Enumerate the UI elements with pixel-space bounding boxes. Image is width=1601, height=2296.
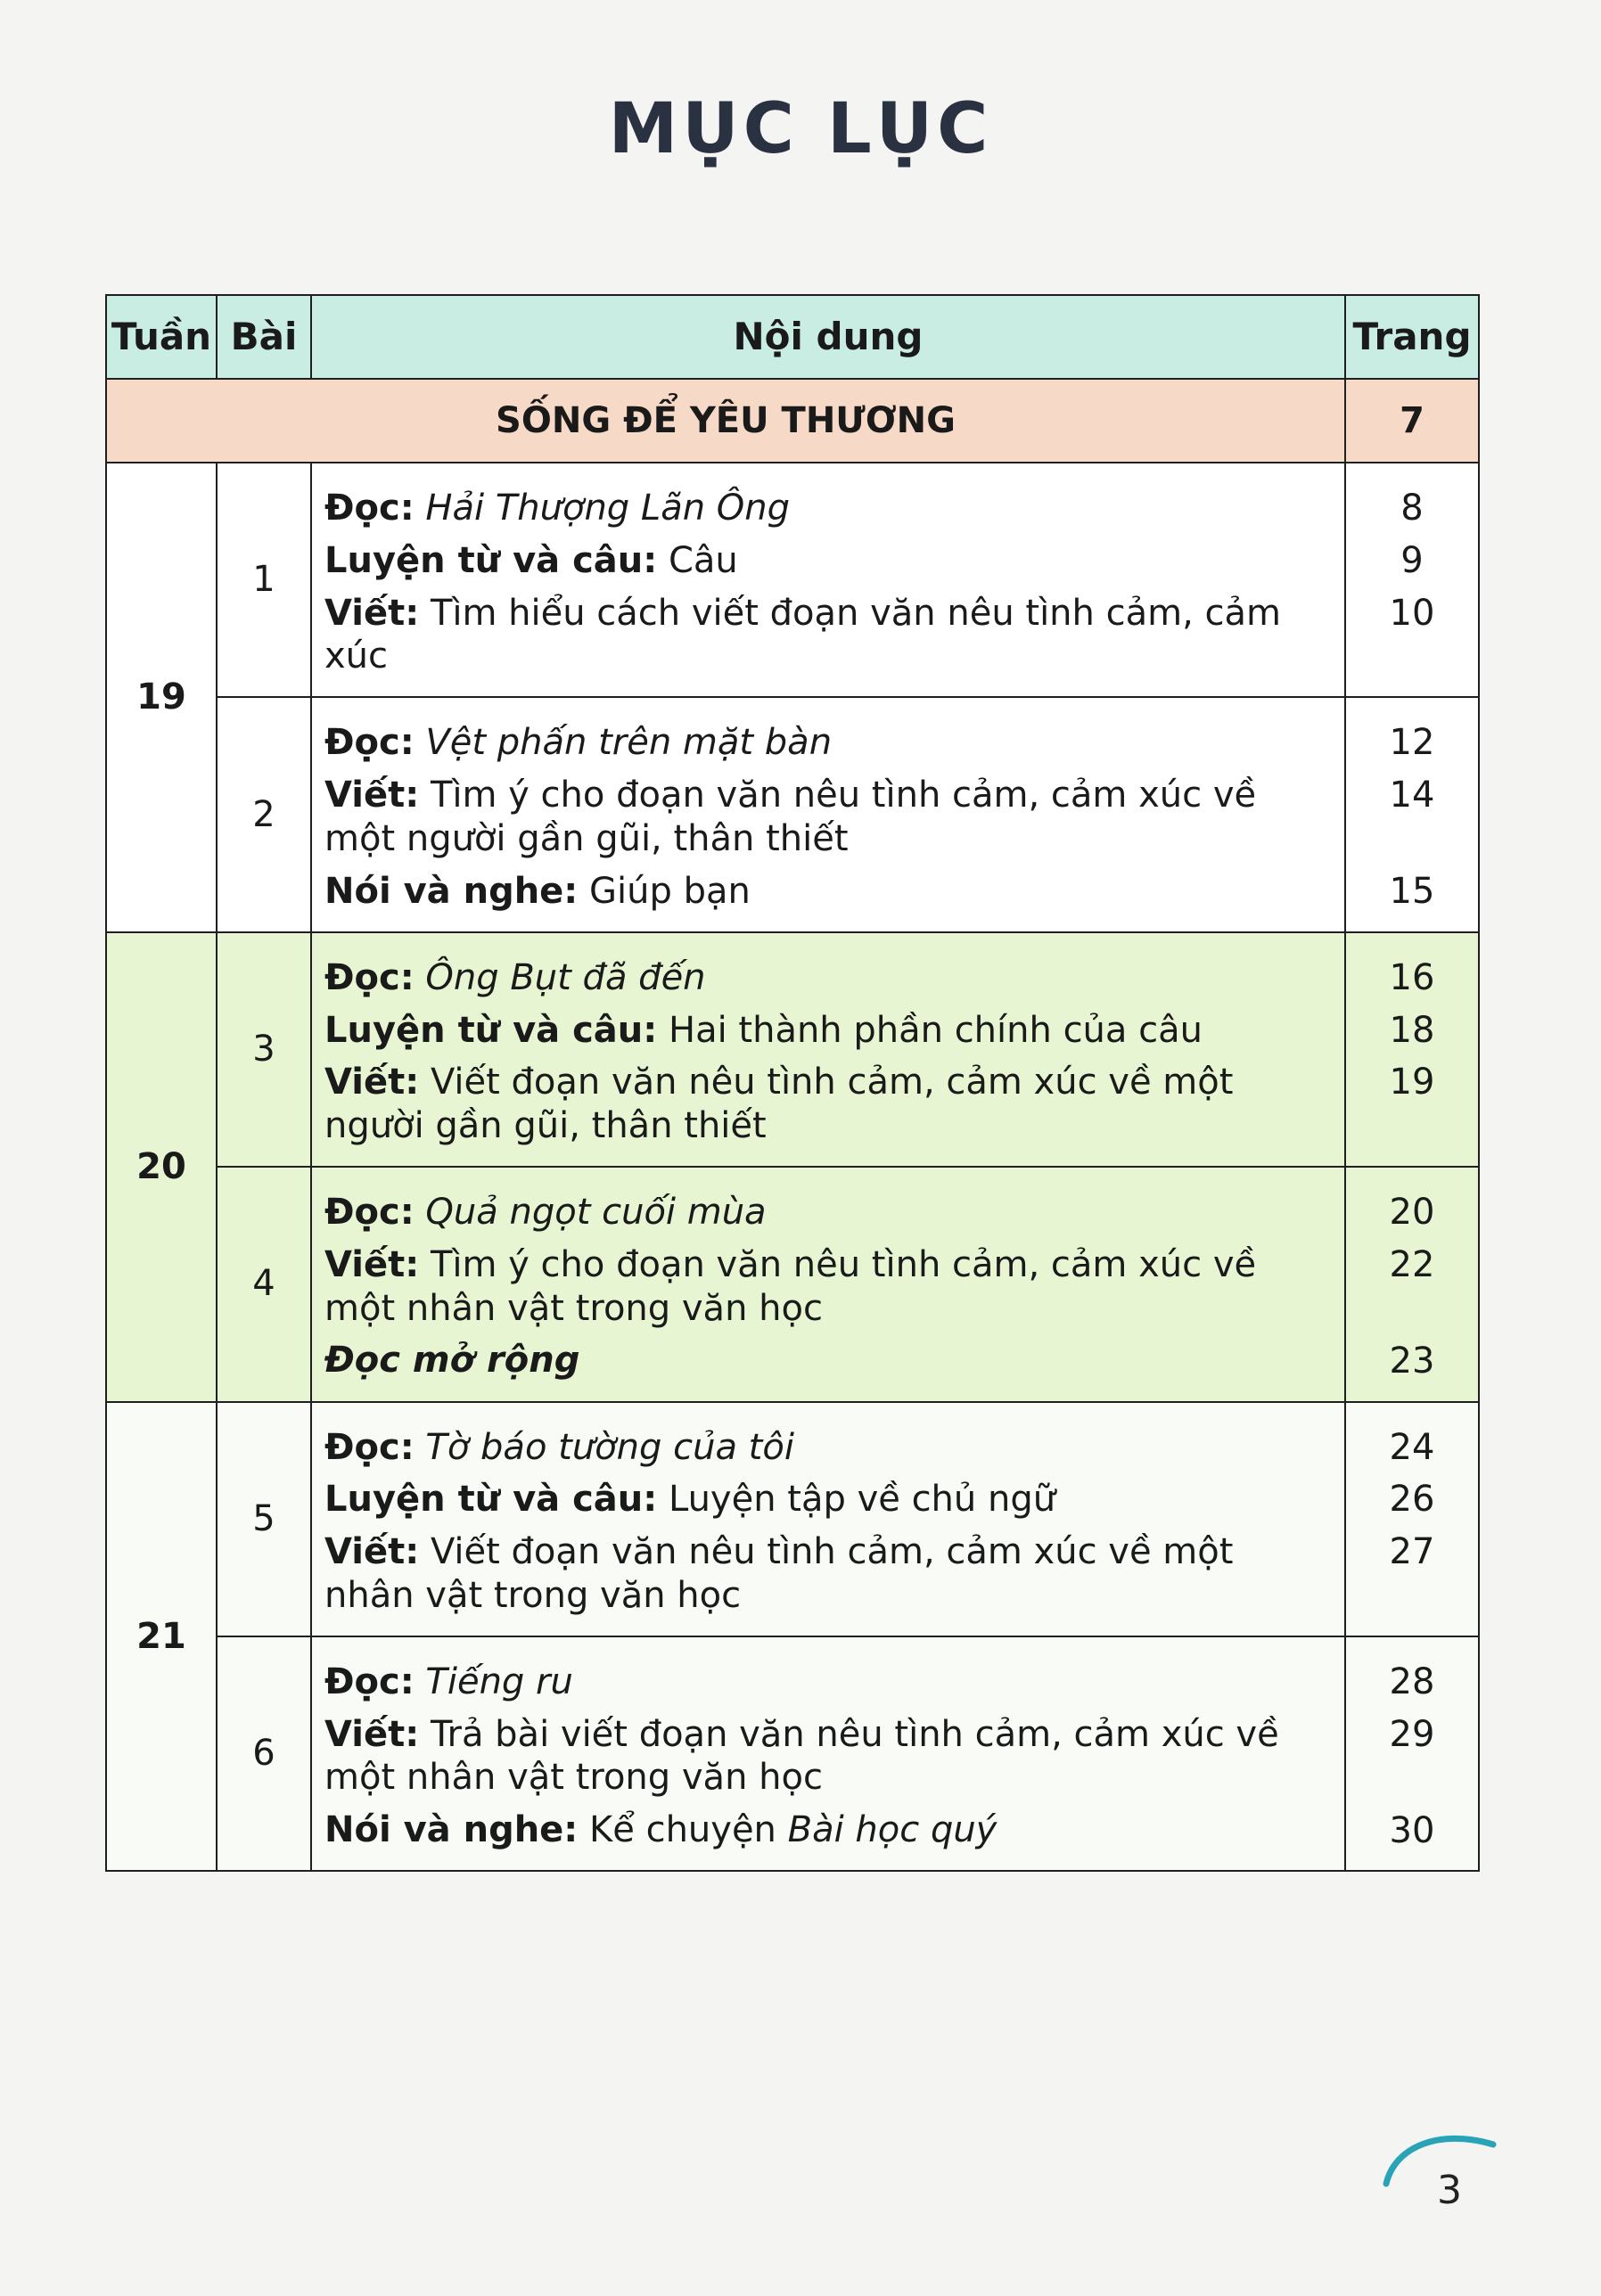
header-page: Trang <box>1345 295 1479 379</box>
page-ref: 22 <box>1389 1243 1435 1285</box>
page-ref: 27 <box>1389 1531 1435 1573</box>
page-ref: 9 <box>1400 539 1424 581</box>
page-ref: 15 <box>1389 870 1435 912</box>
lesson-content <box>311 463 1345 697</box>
toc-item: Viết: Viết đoạn văn nêu tình cảm, cảm xúc về một nhân vật trong văn học <box>324 1531 1234 1616</box>
page-ref: 30 <box>1389 1809 1435 1851</box>
page-ref: 14 <box>1389 774 1435 816</box>
toc-item: Đọc: Tờ báo tường của tôi <box>324 1426 794 1468</box>
toc-item: Viết: Tìm ý cho đoạn văn nêu tình cảm, cảm xúc về một nhân vật trong văn học <box>324 1243 1257 1329</box>
page-ref: 24 <box>1389 1426 1435 1468</box>
header-lesson: Bài <box>217 295 311 379</box>
toc-item: Viết: Trả bài viết đoạn văn nêu tình cảm, cảm xúc về một nhân vật trong văn học <box>324 1713 1279 1799</box>
topic-row <box>106 379 1479 463</box>
toc-item: Đọc: Quả ngọt cuối mùa <box>324 1191 767 1233</box>
toc-item: Luyện từ và câu: Luyện tập về chủ ngữ <box>324 1479 1056 1521</box>
table-of-contents <box>105 294 1480 1872</box>
week-number: 19 <box>106 463 217 932</box>
lesson-pages <box>1345 463 1479 697</box>
toc-item: Luyện từ và câu: Câu <box>324 539 738 581</box>
lesson-number: 1 <box>217 463 311 697</box>
page-ref: 16 <box>1389 956 1435 998</box>
lesson-number: 5 <box>217 1402 311 1636</box>
week-number: 21 <box>106 1402 217 1872</box>
page-ref: 29 <box>1389 1713 1435 1755</box>
toc-item: Viết: Tìm hiểu cách viết đoạn văn nêu tình cảm, cảm xúc <box>324 592 1281 677</box>
lesson-content <box>311 697 1345 932</box>
header-row <box>106 295 1479 379</box>
lesson-number: 6 <box>217 1636 311 1872</box>
page-ref: 10 <box>1389 592 1435 634</box>
header-week: Tuần <box>106 295 217 379</box>
page-ref: 8 <box>1400 488 1424 529</box>
page-ref: 19 <box>1389 1062 1435 1103</box>
lesson-pages <box>1345 1636 1479 1872</box>
toc-item: Nói và nghe: Giúp bạn <box>324 870 751 912</box>
lesson-row <box>106 1402 1479 1636</box>
lesson-pages <box>1345 1167 1479 1402</box>
toc-item: Luyện từ và câu: Hai thành phần chính của câu <box>324 1009 1203 1051</box>
page-ref: 18 <box>1389 1009 1435 1051</box>
page-ref: 26 <box>1389 1479 1435 1521</box>
lesson-content <box>311 1402 1345 1636</box>
toc-item: Đọc mở rộng <box>324 1340 580 1382</box>
lesson-content <box>311 1167 1345 1402</box>
header-content: Nội dung <box>311 295 1345 379</box>
toc-item: Viết: Viết đoạn văn nêu tình cảm, cảm xúc về một người gần gũi, thân thiết <box>324 1062 1234 1147</box>
lesson-row <box>106 1167 1479 1402</box>
page-title: MỤC LỤC <box>608 89 993 169</box>
toc-item: Viết: Tìm ý cho đoạn văn nêu tình cảm, cảm xúc về một người gần gũi, thân thiết <box>324 774 1257 859</box>
page-ref: 20 <box>1389 1191 1435 1233</box>
lesson-number: 4 <box>217 1167 311 1402</box>
toc-item: Đọc: Tiếng ru <box>324 1660 573 1702</box>
page-ref: 12 <box>1389 722 1435 764</box>
page-number: 3 <box>1437 2168 1462 2213</box>
toc-item: Đọc: Ông Bụt đã đến <box>324 956 706 998</box>
page-ref: 23 <box>1389 1340 1435 1382</box>
lesson-pages <box>1345 932 1479 1167</box>
lesson-content <box>311 932 1345 1167</box>
lesson-row <box>106 697 1479 932</box>
topic-page: 7 <box>1345 379 1479 463</box>
week-number: 20 <box>106 932 217 1402</box>
lesson-number: 2 <box>217 697 311 932</box>
lesson-row <box>106 463 1479 697</box>
lesson-row <box>106 932 1479 1167</box>
lesson-row <box>106 1636 1479 1872</box>
toc-item: Đọc: Hải Thượng Lãn Ông <box>324 488 790 529</box>
toc-item: Nói và nghe: Kể chuyện Bài học quý <box>324 1809 998 1851</box>
lesson-number: 3 <box>217 932 311 1167</box>
toc-item: Đọc: Vệt phấn trên mặt bàn <box>324 722 833 764</box>
lesson-pages <box>1345 697 1479 932</box>
page-ref: 28 <box>1389 1660 1435 1702</box>
lesson-content <box>311 1636 1345 1872</box>
lesson-pages <box>1345 1402 1479 1636</box>
topic-title: SỐNG ĐỂ YÊU THƯƠNG <box>106 379 1345 463</box>
